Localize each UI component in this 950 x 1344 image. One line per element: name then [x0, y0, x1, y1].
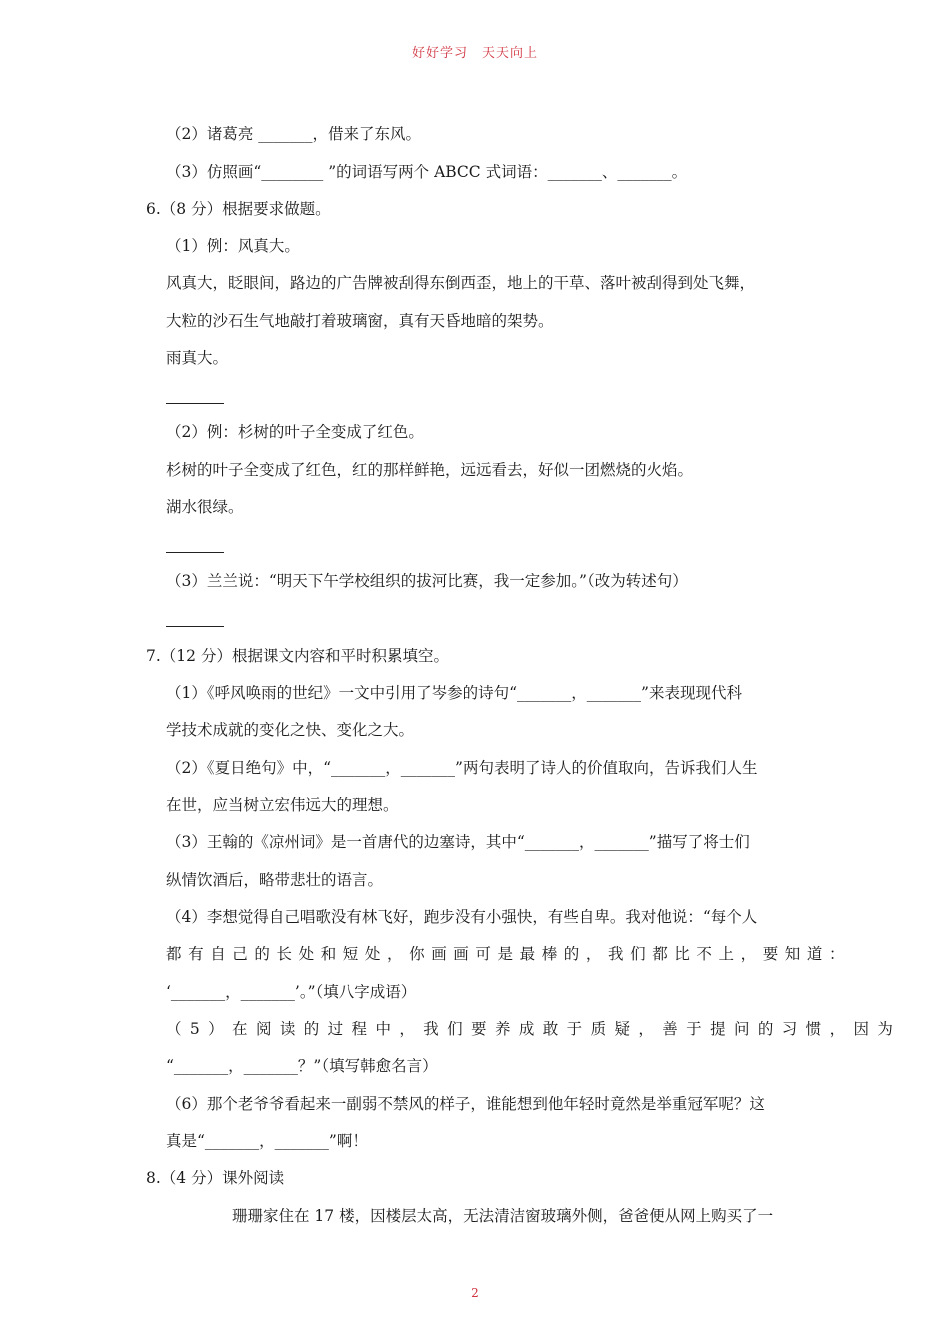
q8-title: 8.（4 分）课外阅读 [146, 1169, 285, 1187]
q6-1-example-b: 大粒的沙石生气地敲打着玻璃窗，真有天昏地暗的架势。 [166, 312, 554, 330]
q6-1-task: 雨真大。 [166, 349, 229, 367]
q7-3-line-b: 纵情饮酒后，略带悲壮的语言。 [166, 871, 384, 889]
q7-2-line-a: （2）《夏日绝句》中，“_______，_______”两句表明了诗人的价值取向，告诉我们人生 [166, 759, 758, 777]
q6-2-task: 湖水很绿。 [166, 498, 244, 516]
q7-3-line-a: （3）王翰的《凉州词》是一首唐代的边塞诗，其中“_______，_______”描写了将士们 [166, 833, 750, 851]
q6-2-prompt: （2）例：杉树的叶子全变成了红色。 [166, 423, 424, 441]
q7-4-line-b: 都有自己的长处和短处，你画画可是最棒的，我们都比不上，要知道： [166, 945, 852, 963]
q6-1-prompt: （1）例：风真大。 [166, 237, 300, 255]
q6-title: 6.（8 分）根据要求做题。 [146, 200, 331, 218]
q7-4-line-c: ‘_______，_______’。”（填八字成语） [166, 983, 417, 1001]
q7-title: 7.（12 分）根据课文内容和平时积累填空。 [146, 647, 449, 665]
q5-2-line: （2）诸葛亮 _______，借来了东风。 [166, 125, 422, 143]
q7-5-line-b: “_______，_______？”（填写韩愈名言） [166, 1057, 438, 1075]
q7-6-line-b: 真是“_______，_______”啊！ [166, 1132, 368, 1150]
q6-2-answer-line [166, 552, 224, 553]
q6-1-answer-line [166, 403, 224, 404]
q6-2-example: 杉树的叶子全变成了红色，红的那样鲜艳，远远看去，好似一团燃烧的火焰。 [166, 461, 694, 479]
q8-passage-line: 珊珊家住在 17 楼，因楼层太高，无法清洁窗玻璃外侧，爸爸便从网上购买了一 [232, 1207, 774, 1225]
page-header: 好好学习 天天向上 [411, 46, 538, 61]
q6-1-example-a: 风真大，眨眼间，路边的广告牌被刮得东倒西歪，地上的干草、落叶被刮得到处飞舞， [166, 274, 756, 292]
q7-6-line-a: （6）那个老爷爷看起来一副弱不禁风的样子，谁能想到他年轻时竟然是举重冠军呢？这 [166, 1095, 765, 1113]
q6-3-answer-line [166, 626, 224, 627]
q7-5-line-a: （5）在阅读的过程中，我们要养成敢于质疑，善于提问的习惯，因为 [166, 1020, 902, 1038]
q7-4-line-a: （4）李想觉得自己唱歌没有林飞好，跑步没有小强快，有些自卑。我对他说：“每个人 [166, 908, 758, 926]
q5-3-line: （3）仿照画“________ ”的词语写两个 ABCC 式词语：_______、_______。 [166, 163, 688, 181]
q6-3-prompt: （3）兰兰说：“明天下午学校组织的拔河比赛，我一定参加。”（改为转述句） [166, 572, 688, 590]
q7-1-line-b: 学技术成就的变化之快、变化之大。 [166, 721, 415, 739]
q7-2-line-b: 在世，应当树立宏伟远大的理想。 [166, 796, 399, 814]
q7-1-line-a: （1）《呼风唤雨的世纪》一文中引用了岑参的诗句“_______，_______”来表现现代科 [166, 684, 742, 702]
page-number: 2 [471, 1286, 479, 1300]
